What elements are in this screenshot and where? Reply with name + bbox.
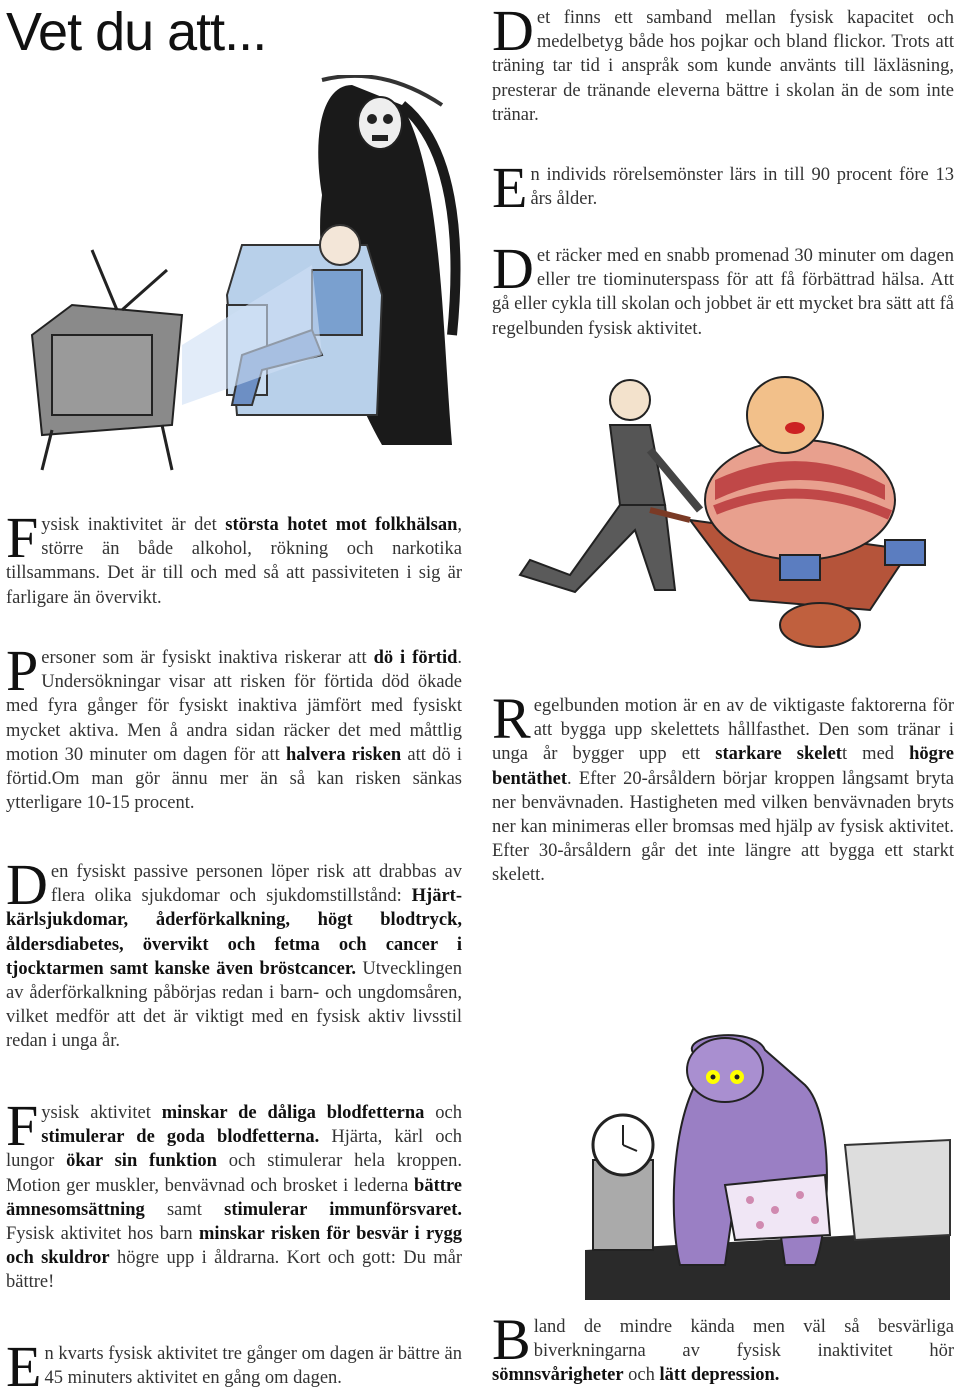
illustration-sleepless-man <box>585 1025 955 1300</box>
text-span: och stimulerar hela kroppen. Motion ger muskler, benvävnad och brosket i lederna <box>6 1151 462 1196</box>
drop-cap: D <box>492 0 534 63</box>
text-span: en fysiskt passive personen löper risk att drabbas av flera olika sjukdomar och sjukdomstillstånd: <box>50 862 462 907</box>
paragraph-text: n individs rörelsemönster lärs in till 90 procent före 13 års ålder. <box>530 165 954 210</box>
bold-span: Hjärt-kärlsjukdomar, åderförkalkning, högt blodtryck, åldersdiabetes, övervikt och fetma och cancer i tjocktarmen samt kanske även bröstcancer. <box>6 886 462 979</box>
text-span: Utvecklingen av åderförkalkning påbörjas redan i barn- och ungdomsåren, vilket medför att det är viktigt med en fysisk aktiv livsstil redan i unga år. <box>6 958 462 1052</box>
bold-span: minskar risken för besvär i rygg och skuldror <box>6 1224 462 1269</box>
paragraph-blood-fats <box>6 1093 462 1295</box>
text-span: att dö i förtid.Om man gör ännu mer än så kan risken sänkas ytterligare 10-15 procent. <box>6 744 462 814</box>
drop-cap: E <box>492 155 528 220</box>
paragraph-text: et räcker med en snabb promenad 30 minuter om dagen eller tre tiominuterspass för att få förbättrad hälsa. Att gå eller cykla till skolan och jobbet är ett mycket bra sätt att få regelbunden fysisk aktivitet. <box>492 246 954 339</box>
bold-span: största hotet mot folkhälsan <box>225 515 458 535</box>
paragraph-skeleton <box>492 686 954 888</box>
paragraph-text: et finns ett samband mellan fysisk kapacitet och medelbetyg både hos pojkar och bland flickor. Trots att träning tar tid i anspråk som kunde använts till läxläsning, presterar de tränande eleverna bättre i skolan än de som inte tränar. <box>492 8 954 125</box>
drop-cap: F <box>6 505 39 570</box>
bold-span: sömnsvårigheter <box>492 1365 624 1386</box>
paragraph-walk <box>492 236 954 341</box>
bold-span: högre bentäthet <box>492 744 954 789</box>
bold-span: ökar sin funktion <box>66 1151 217 1172</box>
text-span: och <box>623 1365 660 1386</box>
bold-span: bättre ämnesomsättning <box>6 1175 462 1220</box>
drop-cap: D <box>6 852 48 917</box>
paragraph-grades <box>492 0 954 127</box>
text-span: land de mindre kända men väl så besvärliga biverkningarna av fysisk inaktivitet hör <box>533 1317 954 1362</box>
drop-cap: F <box>6 1093 39 1158</box>
bold-span: stimulerar de goda blodfetterna. <box>41 1127 320 1148</box>
bold-span: dö i förtid <box>373 648 458 668</box>
text-span: Fysisk aktivitet hos barn <box>6 1224 199 1245</box>
drop-cap: P <box>6 638 39 703</box>
bold-span: minskar de dåliga blodfetterna <box>161 1103 425 1123</box>
text-span: t med <box>841 744 910 765</box>
text-span: ysisk aktivitet <box>41 1103 162 1123</box>
text-span: egelbunden motion är en av de viktigaste faktorerna för att bygga upp skelettets hållfasthet. Den som tränar i unga år bygger upp ett <box>492 696 954 765</box>
paragraph-movement-patterns <box>492 155 954 220</box>
drop-cap: R <box>492 686 531 751</box>
paragraph-text: n kvarts fysisk aktivitet tre gånger om dagen är bättre än 45 minuters aktivitet en gång om dagen. <box>44 1344 462 1389</box>
paragraph-side-effects <box>492 1307 954 1388</box>
text-span: ysisk inaktivitet är det <box>41 515 226 535</box>
text-span: Hjärta, kärl och lungor <box>6 1127 462 1172</box>
bold-span: starkare skelet <box>715 744 842 765</box>
page-title: Vet du att... <box>6 2 267 62</box>
bold-span: lätt depression. <box>659 1365 780 1386</box>
bold-span: stimulerar immunförsvaret. <box>224 1199 462 1220</box>
illustration-reaper-tv <box>22 75 462 475</box>
text-span: . Efter 20-årsåldern börjar kroppen långsamt bryta ner benvävnaden. Hastigheten med vilken benvävnaden bryts ner kan minimeras eller bromsas med hjälp av fysisk aktivitet. Efter 30-årsåldern går det inte längre att bygga ett starkt skelett. <box>492 768 954 886</box>
text-span: . Undersökningar visar att risken för förtida död ökade med fyra gånger för fysiskt inaktiva jämfört med fysiskt mycket aktiva. Men å andra sidan räcker det med måttlig motion 30 minuter om dagen för att <box>6 648 462 765</box>
text-span: högre upp i åldrarna. Kort och gott: Du mår bättre! <box>6 1248 462 1293</box>
bold-span: halvera risken <box>285 744 402 765</box>
drop-cap: B <box>492 1307 531 1372</box>
paragraph-inactivity-threat <box>6 505 462 610</box>
drop-cap: D <box>492 236 534 301</box>
drop-cap: E <box>6 1334 42 1399</box>
text-span: samt <box>144 1199 225 1220</box>
paragraph-quarter-hour <box>6 1334 462 1399</box>
illustration-wheelbarrow <box>500 360 955 660</box>
text-span: , större än både alkohol, rökning och narkotika tillsammans. Det är till och med så att passiviteten i sig är farligare än övervikt. <box>6 515 462 608</box>
paragraph-diseases <box>6 852 462 1054</box>
text-span: och <box>424 1103 462 1123</box>
text-span: ersoner som är fysiskt inaktiva riskerar att <box>41 648 374 668</box>
paragraph-early-death <box>6 638 462 815</box>
